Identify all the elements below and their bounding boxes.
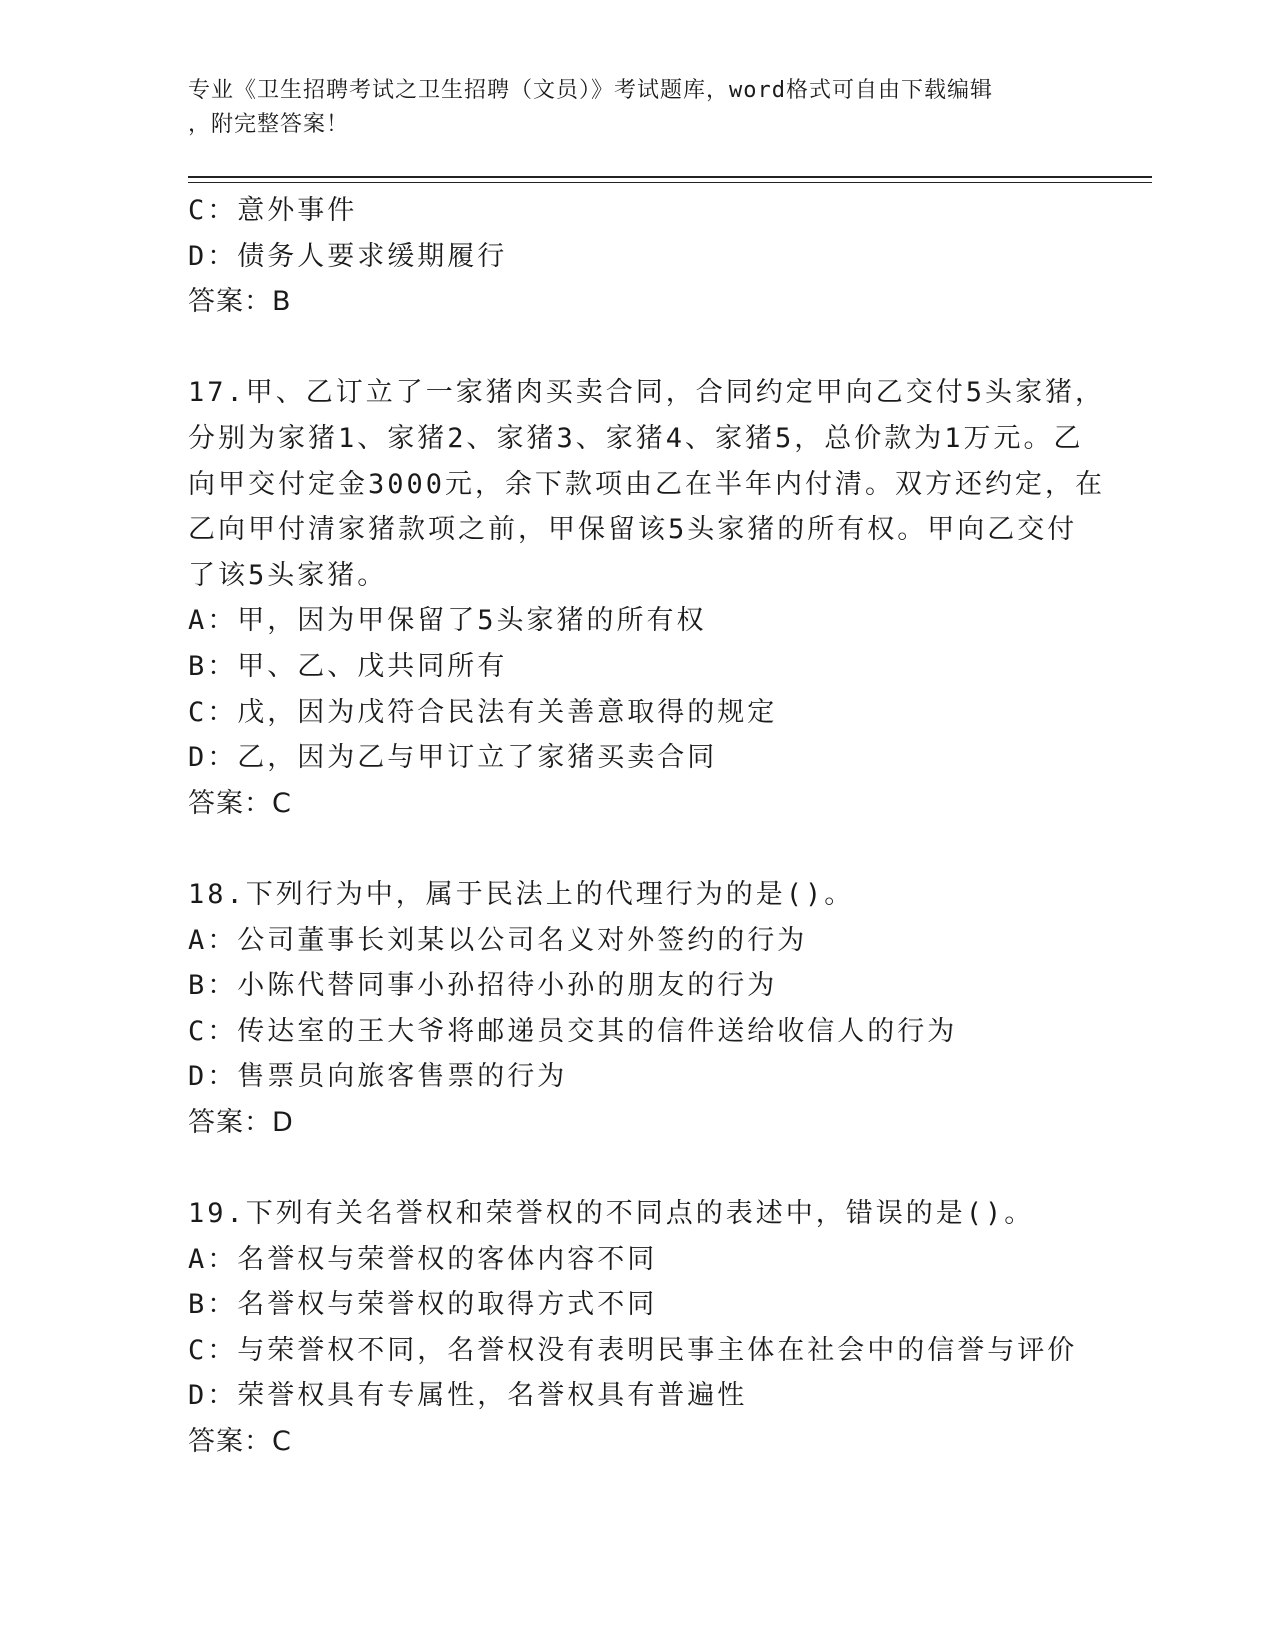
answer: 答案：D [188, 1106, 294, 1138]
answer: 答案：B [188, 286, 292, 318]
question-17 [188, 370, 1106, 826]
header-line-1: 专业《卫生招聘考试之卫生招聘（文员）》考试题库，word格式可自由下载编辑 [188, 78, 993, 103]
question-16-partial [188, 188, 1088, 325]
question-gap [188, 1145, 1088, 1191]
question-stem: 向甲交付定金3000元，余下款项由乙在半年内付清。双方还约定，在 [188, 468, 1106, 500]
question-19 [188, 1191, 1088, 1465]
question-stem: 17.甲、乙订立了一家猪肉买卖合同，合同约定甲向乙交付5头家猪， [188, 377, 1106, 409]
option-c: C：与荣誉权不同，名誉权没有表明民事主体在社会中的信誉与评价 [188, 1334, 1078, 1366]
header-divider-thin [188, 182, 1152, 183]
answer: 答案：C [188, 1426, 292, 1458]
page-header [188, 74, 1088, 142]
question-18 [188, 872, 1088, 1146]
option-d: D：债务人要求缓期履行 [188, 240, 508, 272]
question-stem: 19.下列有关名誉权和荣誉权的不同点的表述中，错误的是()。 [188, 1198, 1035, 1230]
question-gap [188, 325, 1088, 371]
option-d: D：乙，因为乙与甲订立了家猪买卖合同 [188, 742, 718, 774]
question-stem: 分别为家猪1、家猪2、家猪3、家猪4、家猪5，总价款为1万元。乙 [188, 422, 1084, 454]
question-stem: 乙向甲付清家猪款项之前，甲保留该5头家猪的所有权。甲向乙交付 [188, 514, 1078, 546]
option-c: C：意外事件 [188, 195, 358, 226]
option-c: C：戊，因为戊符合民法有关善意取得的规定 [188, 696, 778, 728]
option-a: A：名誉权与荣誉权的客体内容不同 [188, 1243, 658, 1275]
option-d: D：荣誉权具有专属性，名誉权具有普遍性 [188, 1380, 748, 1412]
option-a: A：甲，因为甲保留了5头家猪的所有权 [188, 605, 707, 637]
option-a: A：公司董事长刘某以公司名义对外签约的行为 [188, 924, 808, 956]
question-list [188, 188, 1106, 1465]
header-line-2: ，附完整答案！ [188, 112, 350, 137]
header-divider-thick [188, 176, 1152, 178]
option-d: D：售票员向旅客售票的行为 [188, 1061, 568, 1093]
question-stem: 18.下列行为中，属于民法上的代理行为的是()。 [188, 878, 855, 910]
question-stem: 了该5头家猪。 [188, 559, 388, 591]
option-b: B：小陈代替同事小孙招待小孙的朋友的行为 [188, 970, 778, 1002]
answer: 答案：C [188, 787, 292, 819]
option-b: B：名誉权与荣誉权的取得方式不同 [188, 1289, 658, 1321]
option-c: C：传达室的王大爷将邮递员交其的信件送给收信人的行为 [188, 1015, 958, 1047]
option-b: B：甲、乙、戊共同所有 [188, 650, 508, 682]
question-gap [188, 826, 1088, 872]
